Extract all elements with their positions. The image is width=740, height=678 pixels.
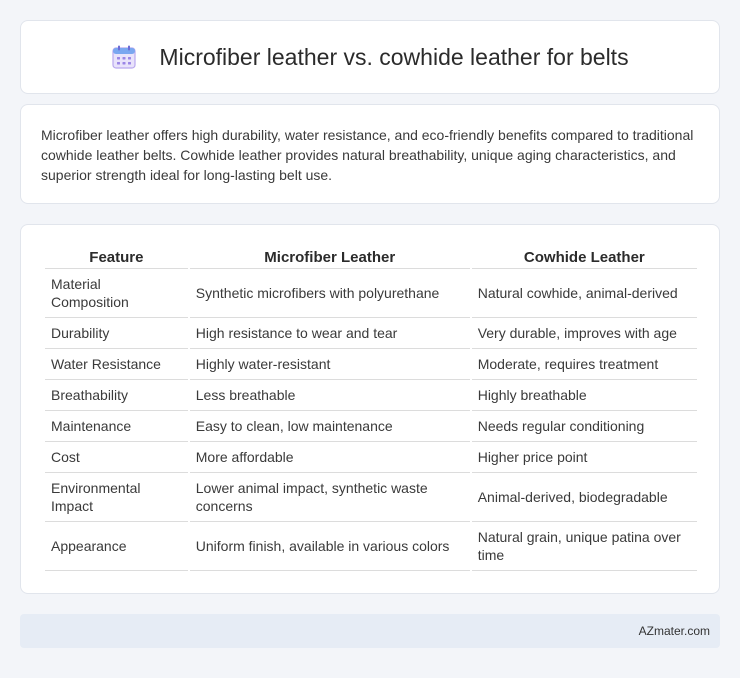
table-cell: Uniform finish, available in various colors — [190, 522, 470, 571]
title-card — [20, 20, 720, 94]
table-cell: Easy to clean, low maintenance — [190, 411, 470, 442]
table-row — [45, 318, 697, 349]
table-cell: Natural cowhide, animal-derived — [472, 269, 697, 318]
intro-text: Microfiber leather offers high durability, water resistance, and eco-friendly benefits compared to traditional cowhide leather belts. Cowhide leather provides natural breathability, unique aging characteristics, and superior strength ideal for long-lasting belt use. — [41, 127, 694, 183]
table-cell: Environmental Impact — [45, 473, 188, 522]
table-cell: Highly water-resistant — [190, 349, 470, 380]
table-row — [45, 522, 697, 571]
table-cell: Natural grain, unique patina over time — [472, 522, 697, 571]
comparison-table — [43, 245, 699, 571]
table-row — [45, 380, 697, 411]
table-cell: Less breathable — [190, 380, 470, 411]
page-title: Microfiber leather vs. cowhide leather for belts — [159, 43, 629, 70]
table-cell: Synthetic microfibers with polyurethane — [190, 269, 470, 318]
table-cell: Cost — [45, 442, 188, 473]
table-cell: High resistance to wear and tear — [190, 318, 470, 349]
table-cell: Maintenance — [45, 411, 188, 442]
table-cell: Water Resistance — [45, 349, 188, 380]
table-cell: Highly breathable — [472, 380, 697, 411]
table-cell: Material Composition — [45, 269, 188, 318]
footer — [20, 614, 720, 648]
table-row — [45, 411, 697, 442]
table-cell: Needs regular conditioning — [472, 411, 697, 442]
table-header-row — [45, 245, 697, 269]
table-cell: Animal-derived, biodegradable — [472, 473, 697, 522]
table-header-cell: Cowhide Leather — [472, 245, 697, 269]
table-cell: Higher price point — [472, 442, 697, 473]
table-row — [45, 473, 697, 522]
table-cell: Appearance — [45, 522, 188, 571]
intro-card — [20, 104, 720, 204]
table-header-cell: Microfiber Leather — [190, 245, 470, 269]
calendar-icon — [111, 44, 137, 70]
table-row — [45, 349, 697, 380]
footer-brand: AZmater.com — [638, 624, 710, 638]
table-cell: Breathability — [45, 380, 188, 411]
table-cell: Durability — [45, 318, 188, 349]
table-cell: Very durable, improves with age — [472, 318, 697, 349]
table-row — [45, 269, 697, 318]
table-header-cell: Feature — [45, 245, 188, 269]
table-cell: Moderate, requires treatment — [472, 349, 697, 380]
table-cell: More affordable — [190, 442, 470, 473]
table-cell: Lower animal impact, synthetic waste concerns — [190, 473, 470, 522]
table-row — [45, 442, 697, 473]
comparison-table-card — [20, 224, 720, 594]
